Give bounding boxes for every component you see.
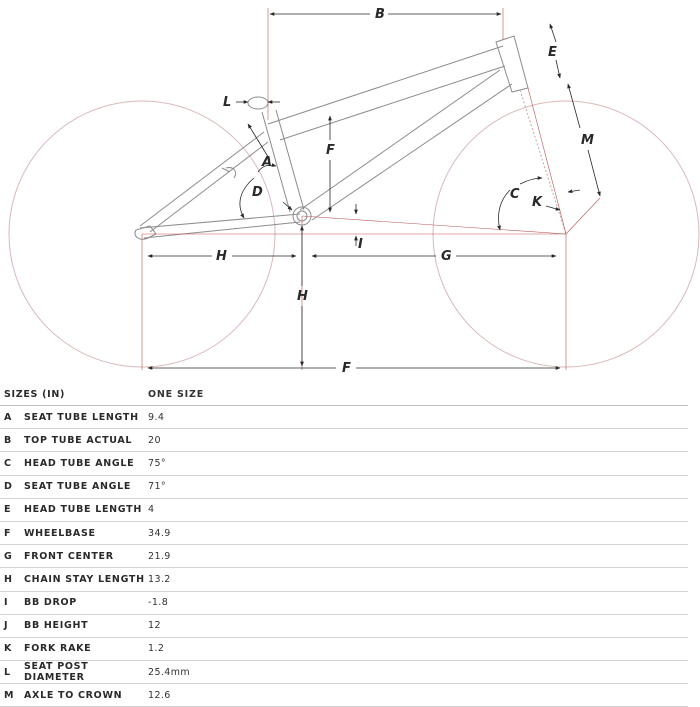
spec-letter: K bbox=[4, 643, 13, 655]
spec-letter: M bbox=[4, 689, 15, 701]
spec-value: -1.8 bbox=[148, 597, 169, 609]
spec-value: 4 bbox=[148, 504, 155, 516]
spec-letter: L bbox=[4, 666, 11, 678]
spec-table-header bbox=[0, 383, 688, 406]
spec-label: FORK RAKE bbox=[24, 643, 92, 655]
spec-row-l bbox=[0, 661, 688, 684]
spec-label: SEAT TUBE LENGTH bbox=[24, 411, 139, 423]
spec-row-m bbox=[0, 684, 688, 707]
spec-value: 71° bbox=[148, 481, 167, 493]
spec-value: 9.4 bbox=[148, 411, 165, 423]
dim-label-m: M bbox=[581, 133, 594, 148]
dim-label-c: C bbox=[510, 187, 520, 202]
sizes-header: SIZES (IN) bbox=[4, 388, 66, 400]
spec-label: HEAD TUBE LENGTH bbox=[24, 504, 142, 516]
spec-label: SEAT TUBE ANGLE bbox=[24, 481, 132, 493]
dim-label-d: D bbox=[252, 185, 263, 200]
spec-letter: D bbox=[4, 481, 13, 493]
spec-letter: H bbox=[4, 573, 13, 585]
spec-value: 13.2 bbox=[148, 573, 171, 585]
spec-value: 12 bbox=[148, 620, 161, 632]
spec-label: SEAT POST DIAMETER bbox=[24, 661, 89, 684]
spec-label: WHEELBASE bbox=[24, 527, 96, 539]
dimension-arrows bbox=[148, 14, 600, 368]
spec-row-g bbox=[0, 545, 688, 568]
spec-value: 25.4mm bbox=[148, 666, 191, 678]
spec-letter: A bbox=[4, 411, 13, 423]
dim-label-h-chainstay: H bbox=[216, 249, 227, 264]
dim-label-f-wheelbase: F bbox=[342, 361, 351, 376]
spec-row-h bbox=[0, 568, 688, 591]
spec-letter: F bbox=[4, 527, 12, 539]
spec-letter: E bbox=[4, 504, 12, 516]
spec-letter: G bbox=[4, 550, 13, 562]
spec-label: BB DROP bbox=[24, 597, 77, 609]
spec-letter: C bbox=[4, 457, 12, 469]
spec-label: CHAIN STAY LENGTH bbox=[24, 573, 145, 585]
one-size-header: ONE SIZE bbox=[148, 388, 204, 400]
spec-value: 34.9 bbox=[148, 527, 171, 539]
spec-row-b bbox=[0, 429, 688, 452]
spec-value: 12.6 bbox=[148, 689, 171, 701]
dim-label-b: B bbox=[375, 7, 385, 22]
dimension-guides bbox=[142, 8, 600, 370]
spec-value: 20 bbox=[148, 434, 161, 446]
spec-row-d bbox=[0, 476, 688, 499]
spec-row-k bbox=[0, 638, 688, 661]
dim-label-f-vertical: F bbox=[326, 143, 335, 158]
dim-label-g: G bbox=[441, 249, 452, 264]
spec-row-a bbox=[0, 406, 688, 429]
spec-label: HEAD TUBE ANGLE bbox=[24, 457, 135, 469]
spec-row-c bbox=[0, 452, 688, 475]
spec-letter: J bbox=[4, 620, 9, 632]
spec-row-i bbox=[0, 592, 688, 615]
spec-value: 1.2 bbox=[148, 643, 165, 655]
spec-row-e bbox=[0, 499, 688, 522]
spec-row-j bbox=[0, 615, 688, 638]
dim-label-h-height: H bbox=[297, 289, 308, 304]
spec-label: TOP TUBE ACTUAL bbox=[24, 434, 133, 446]
spec-letter: B bbox=[4, 434, 12, 446]
spec-row-f bbox=[0, 522, 688, 545]
geometry-spec-table bbox=[0, 383, 688, 707]
spec-value: 21.9 bbox=[148, 550, 171, 562]
spec-label: AXLE TO CROWN bbox=[24, 689, 123, 701]
spec-value: 75° bbox=[148, 457, 167, 469]
spec-letter: I bbox=[4, 597, 9, 609]
dim-label-e: E bbox=[548, 45, 557, 60]
spec-label: FRONT CENTER bbox=[24, 550, 114, 562]
dim-label-k: K bbox=[532, 195, 543, 210]
spec-rows bbox=[0, 406, 688, 707]
bike-frame bbox=[135, 36, 566, 239]
dim-label-a: A bbox=[262, 155, 273, 170]
dim-label-l: L bbox=[223, 95, 232, 110]
dim-label-i: I bbox=[358, 237, 363, 252]
spec-label: BB HEIGHT bbox=[24, 620, 89, 632]
